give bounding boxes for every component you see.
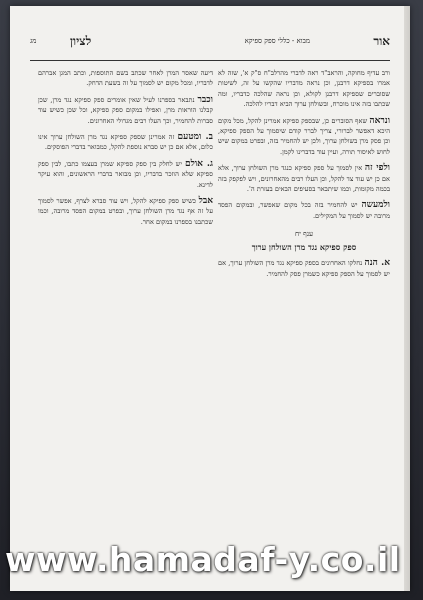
- paragraph-lead: ונראה: [369, 115, 390, 126]
- paragraph: אבל כשיש ספק ספיקא להקל, ויש עוד סברא לצרף, אפשר לסמוך על זה אף נגד מרן השולחן ערוך, ובפרט במקום הפסד מרובה, וכמו שכתבנו בספרנו במקום אחר.: [38, 196, 213, 226]
- page-number: מג: [30, 37, 37, 45]
- paragraph: ונראה שאף הסוברים כן, שבספק ספיקא אמרינן להקל, מכל מקום היכא דאפשר לברורי, צריך לברר קודם שיסמוך על הספק ספיקא, וכן פסק מרן בשולחן ערוך, ולכן יש להחמיר בזה, ובפרט במקום שיש לחוש לאיסור תורה, ועיין עוד בדברינו לקמן.: [218, 115, 390, 156]
- paragraph: ולפי זה אין לסמוך על ספק ספיקא כנגד מרן השולחן ערוך, אלא אם כן יש עוד צד להקל, וכן העלו רבים מהאחרונים, ויש לפקפק בזה בכמה מקומות, וכמו שיתבאר בסעיפים הבאים בעזרת ה'.: [218, 163, 390, 194]
- header-right-title: אור: [373, 34, 390, 48]
- paragraph: ורב עדיף מחוקה, והראב"ד ראה לדברי מהרלב"ח ס"ק א', שזה לא אמרו בספיקא דרבנן, וכן נראה מדבריו שהקשו על זה, לשיטות שסוברים שספיקא דרבנן לקולא, וכן נראה שהלכה כדבריו, ומה שכתבו בזה אינו מוכרח, ובשולחן ערוך הביא דבריו להלכה.: [218, 69, 390, 109]
- paragraph-lead: א. הנה: [364, 258, 390, 269]
- left-column: [38, 68, 213, 508]
- right-column: [218, 68, 390, 508]
- paragraph-lead: ולפי זה: [364, 163, 390, 174]
- paragraph: ולמעשה יש להחמיר בזה בכל מקום שאפשר, ובמקום הפסד מרובה יש לסמוך על המקילים.: [218, 200, 390, 220]
- paragraph-lead: ג. אולם: [185, 158, 213, 169]
- book-page: [10, 6, 410, 591]
- paragraph-lead: וכבר: [197, 94, 213, 105]
- header-right-subtitle: מבוא - כללי ספק ספיקא: [244, 37, 310, 45]
- paragraph: א. הנה נחלקו האחרונים בספק ספיקא נגד מרן השולחן ערוך, אם יש לסמוך על הספק ספיקא כשמרן פסק להחמיר.: [218, 258, 390, 278]
- paragraph: ב. ומטעם זה אמרינן שספק ספיקא נגד מרן השולחן ערוך אינו כלום, אלא אם כן יש סברא נוספת להקל, כמבואר בדברי הפוסקים.: [38, 132, 213, 152]
- paragraph: דיעה שאסר המרן לאחר שכתב בשם התוספות, וכתב המגן אברהם לדבריו, ומכל מקום יש לסמוך על זה בשעת הדחק.: [38, 69, 213, 88]
- paragraph-lead: אבל: [198, 196, 213, 207]
- paragraph: וכבר נתבאר בספרנו לעיל שאין אומרים ספק ספיקא נגד מרן, שכן קבלנו הוראות מרן, ואפילו במקום ספק ספיקא, וכל שכן כשיש עוד סברות להחמיר, וכך העלו רבים מגדולי האחרונים.: [38, 94, 213, 125]
- website-watermark: www.hamadaf-y.co.il: [5, 540, 401, 579]
- header-left-title: לציון: [70, 34, 92, 48]
- section-heading: ענף יח: [294, 230, 314, 239]
- section-title: ספק ספיקא נגד מרן השולחן ערוך: [251, 241, 357, 252]
- paragraph-lead: ב. ומטעם: [177, 132, 213, 143]
- paragraph-lead: ולמעשה: [361, 200, 390, 211]
- paragraph: ג. אולם יש לחלק בין ספק ספיקא שמרן בעצמו כתבו, לבין ספק ספיקא שלא הוזכר בדבריו, וכן מבואר בדברי הראשונים, והוא עיקר לדינא.: [38, 158, 213, 189]
- header-rule: [30, 60, 390, 61]
- page-header: [30, 32, 390, 56]
- page-edge: [404, 6, 410, 591]
